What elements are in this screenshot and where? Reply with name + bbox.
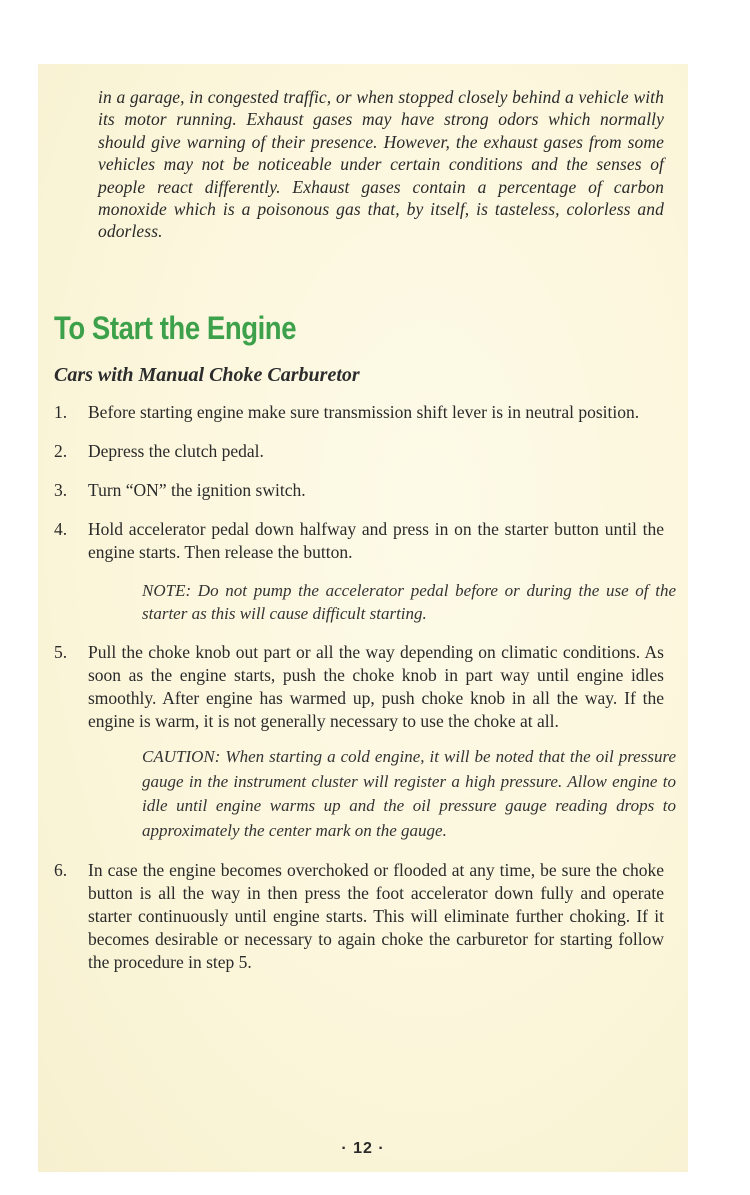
step-text: Hold accelerator pedal down halfway and press in on the starter button until the engine starts. Then release the button.: [88, 519, 664, 562]
step-number: 3.: [54, 480, 68, 500]
steps-list: [54, 401, 676, 990]
step-item: [54, 641, 676, 843]
section-subtitle: Cars with Manual Choke Carburetor: [54, 364, 360, 386]
page-number: · 12 ·: [341, 1140, 385, 1157]
intro-paragraph: in a garage, in congested traffic, or when stopped closely behind a vehicle with its motor running. Exhaust gases may have strong odors which normally should give warning of their presence. However, the exhaust gases from some vehicles may not be noticeable under certain conditions and the senses of people react differently. Exhaust gases contain a percentage of carbon monoxide which is a poisonous gas that, by itself, is tasteless, colorless and odorless.: [98, 87, 664, 242]
section-title: To Start the Engine: [54, 310, 297, 346]
step-text: In case the engine becomes overchoked or flooded at any time, be sure the choke button is all the way in then press the foot accelerator down fully and operate starter continuously until engine starts. This will eliminate further choking. If it becomes desirable or necessary to again choke the carburetor for starting follow the procedure in step 5.: [88, 860, 664, 972]
step-number: 6.: [54, 860, 68, 880]
step-item: [54, 401, 664, 424]
step-text: Turn “ON” the ignition switch.: [88, 480, 306, 500]
caution-text: CAUTION: When starting a cold engine, it will be noted that the oil pressure gauge in the instrument cluster will register a high pressure. Allow engine to idle until engine warms up and the oil pressure gauge reading drops to approximately the center mark on the gauge.: [142, 747, 676, 840]
step-text: Depress the clutch pedal.: [88, 441, 264, 461]
step-number: 1.: [54, 402, 68, 422]
step-number: 5.: [54, 642, 68, 662]
step-text: Before starting engine make sure transmission shift lever is in neutral position.: [88, 402, 640, 422]
step-number: 4.: [54, 519, 68, 539]
manual-page: [38, 64, 688, 1172]
step-text: Pull the choke knob out part or all the way depending on climatic conditions. As soon as the engine starts, push the choke knob in part way until engine idles smoothly. After engine has warmed up, push choke knob in all the way. If the engine is warm, it is not generally necessary to use the choke at all.: [88, 642, 664, 731]
step-item: [54, 479, 664, 502]
note-text: NOTE: Do not pump the accelerator pedal before or during the use of the starter as this will cause difficult starting.: [142, 581, 676, 623]
step-number: 2.: [54, 441, 68, 461]
step-item: [54, 518, 676, 625]
step-item: [54, 859, 664, 974]
step-item: [54, 440, 664, 463]
